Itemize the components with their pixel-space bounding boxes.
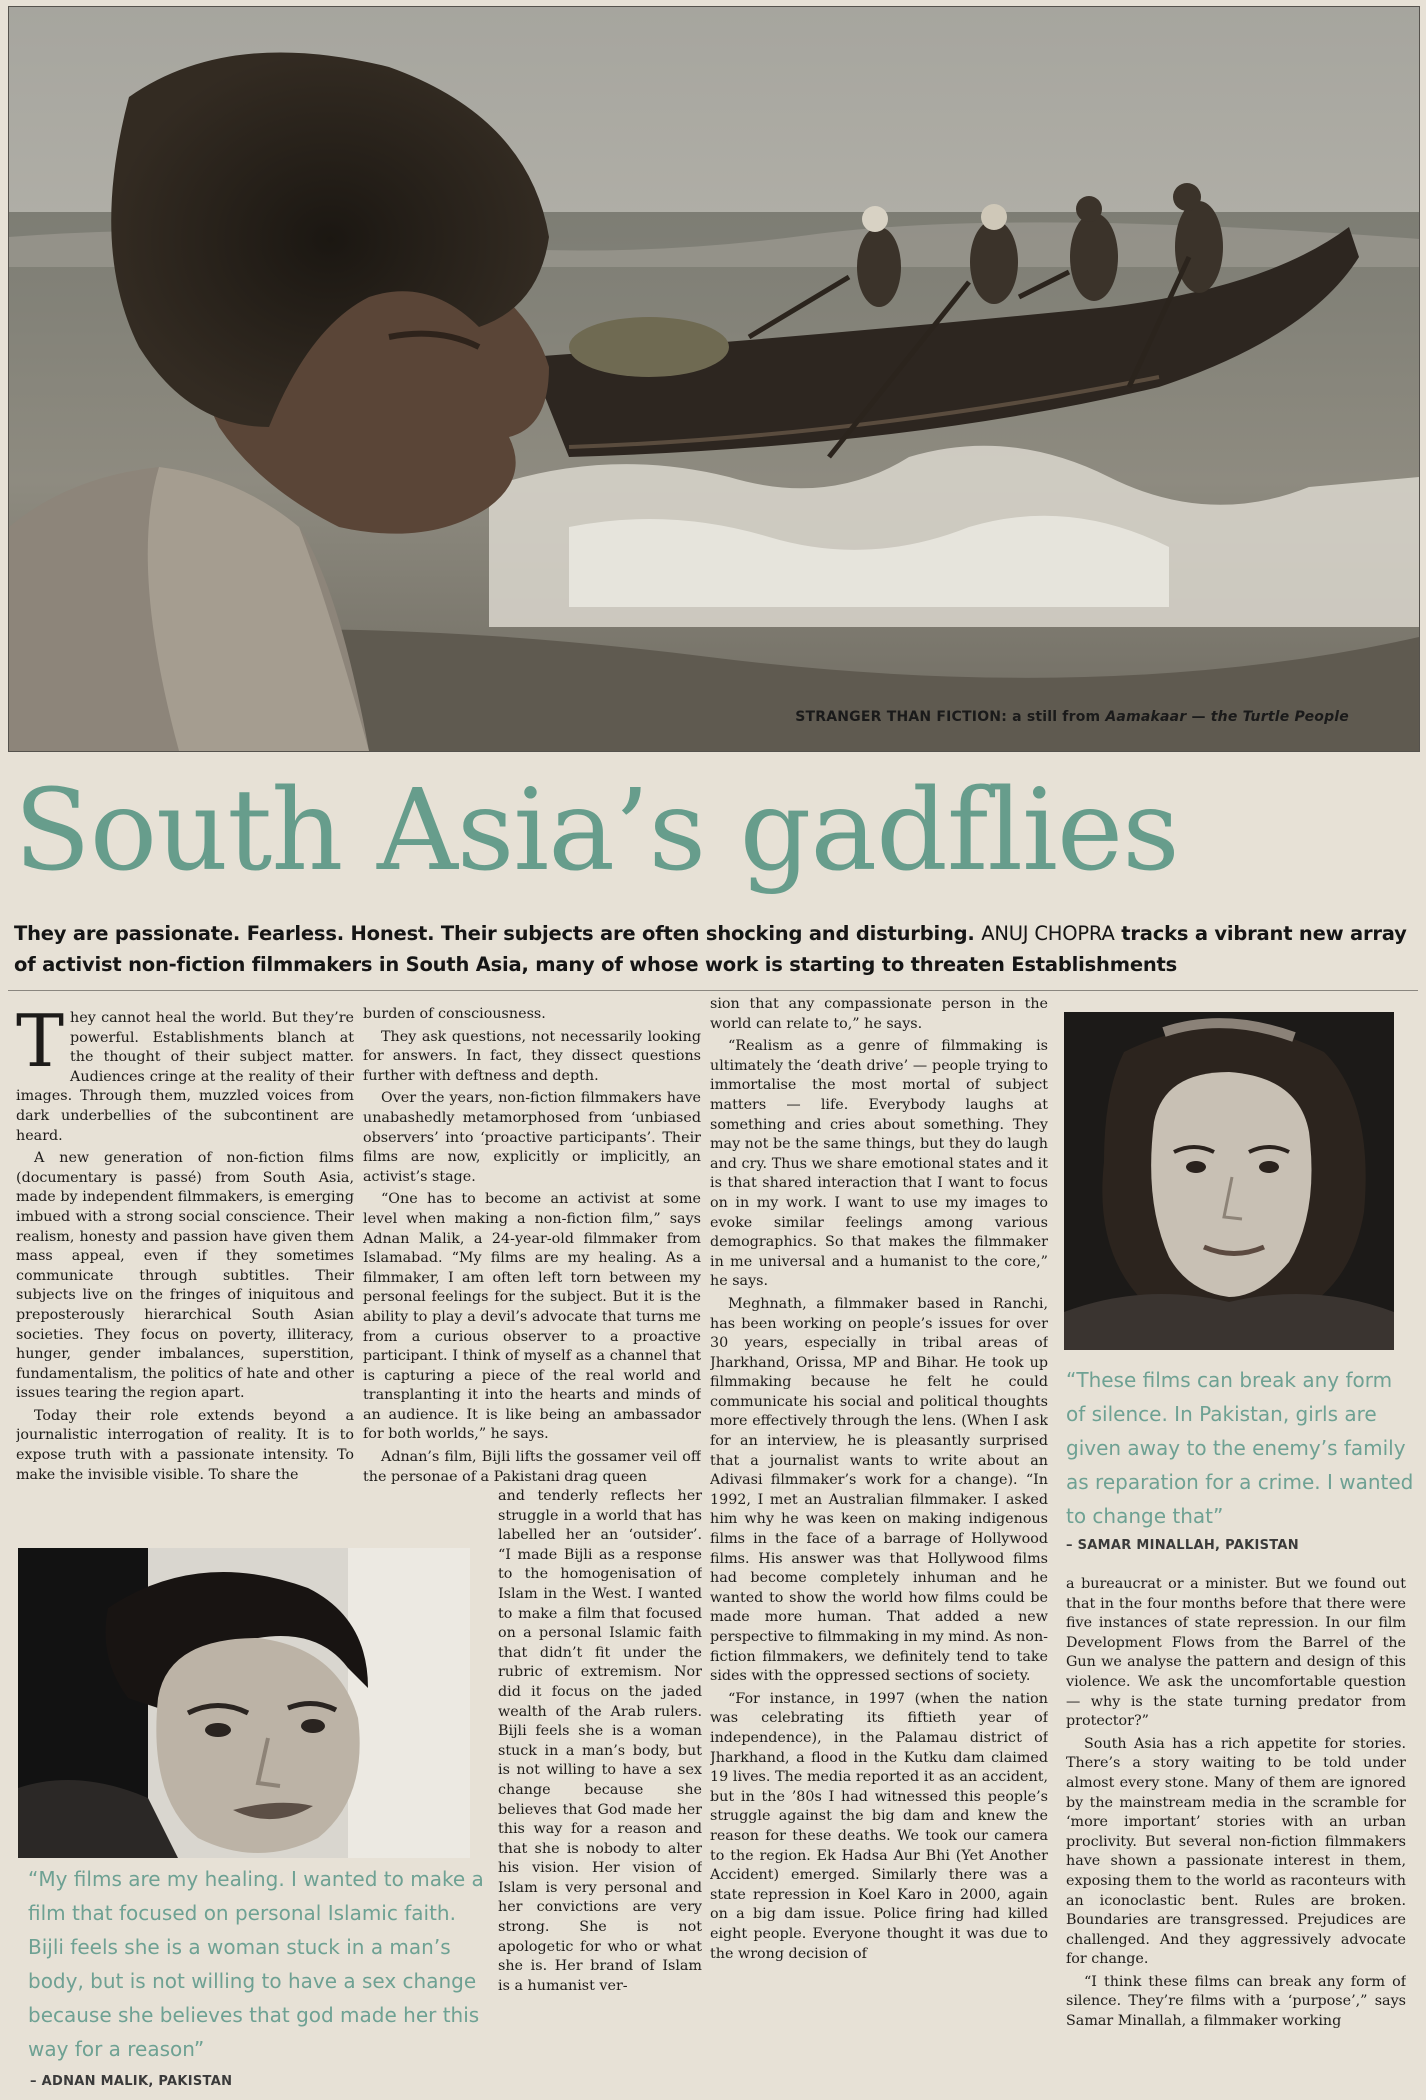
standfirst-text: They are passionate. Fearless. Honest. Their subjects are often shocking and disturbing.	[14, 922, 975, 945]
headline: South Asia’s gadflies	[14, 766, 1179, 896]
portrait-woman-illustration	[1064, 1012, 1394, 1350]
caption-film: Aamakaar	[1105, 709, 1187, 725]
caption-separator: —	[1191, 709, 1206, 725]
article-column-2-continued	[498, 1487, 702, 2099]
portrait-man-illustration	[18, 1548, 470, 1858]
caption-subtitle: the Turtle People	[1210, 709, 1349, 725]
paragraph: “For instance, in 1997 (when the nation was celebrating its fiftieth year of independence), in the Palamau district of Jharkhand, a flood in the Kutku dam claimed 19 lives. The media reported it as an accident, but in the ’80s I had witnessed this people’s struggle against the big dam and knew the reason for these deaths. We took our camera to the region. Ek Hadsa Aur Bhi (Yet Another Accident) emerged. Similarly there was a state repression in Koel Karo in 2000, again on a big dam issue. Police firing had killed eight people. Everyone thought it was due to the wrong decision of	[710, 1690, 1048, 1962]
paragraph: Meghnath, a filmmaker based in Ranchi, has been working on people’s issues for over 30 years, especially in tribal areas of Jharkhand, Orissa, MP and Bihar. He took up filmmaking because he felt he could communicate his social and political thoughts more effectively through the lens. (When I ask for an interview, he is pleasantly surprised that a journalist wants to write about an Adivasi filmmaker’s work for a change). “In 1992, I met an Australian filmmaker. I asked him why he was keen on making indigenous films in the face of a barrage of Hollywood films. His answer was that Hollywood films had become completely inhuman and he wanted to show the world how films could be made more human. That added a new perspective to filmmaking in my mind. As non-fiction filmmakers, we definitely tend to take sides with the oppressed sections of society.	[710, 1295, 1048, 1685]
paragraph: sion that any compassionate person in the world can relate to,” he says.	[710, 996, 1048, 1032]
article-column-2	[363, 1005, 701, 1490]
pullquote-samar: “These films can break any form of silence. In Pakistan, girls are given away to the enemy’s family as reparation for a crime. I wanted to change that”	[1066, 1368, 1414, 1528]
paragraph: Today their role extends beyond a journalistic interrogation of reality. It is to expose truth with a passionate intensity. To make the invisible visible. To share the	[16, 1407, 354, 1483]
paragraph: a bureaucrat or a minister. But we found out that in the four months before that there were five instances of state repression. In our film Development Flows from the Barrel of the Gun we analyse the pattern and design of this violence. We ask the uncomfortable question — why is the state turning predator from protector?”	[1066, 1576, 1406, 1730]
pullquote-adnan: “My films are my healing. I wanted to make a film that focused on personal Islamic faith. Bijli feels she is a woman stuck in a man’s body, but is not willing to have a sex change because she believes that god made her this way for a reason”	[28, 1867, 484, 2061]
beach-boat-scene-illustration	[9, 7, 1419, 751]
paragraph: Over the years, non-fiction filmmakers have unabashedly metamorphosed from ‘unbiased observers’ into ‘proactive participants’. Their films are now, explicitly or implicitly, an activist’s stage.	[363, 1090, 701, 1185]
article-column-3	[710, 995, 1048, 2100]
paragraph: South Asia has a rich appetite for stories. There’s a story waiting to be told under almost every stone. Many of them are ignored by the mainstream media in the scramble for ‘more important’ stories with an urban proclivity. But several non-fiction filmmakers have shown a passionate interest in them, exposing them to the world as raconteurs with an iconoclastic bent. Rules are broken. Boundaries are transgressed. Prejudices are challenged. And they aggressively advocate for change.	[1066, 1735, 1406, 1968]
article-column-1	[16, 1009, 354, 1534]
paragraph: Adnan’s film, Bijli lifts the gossamer veil off the personae of a Pakistani drag queen	[363, 1449, 701, 1485]
drop-cap: T	[16, 1009, 65, 1083]
paragraph: They cannot heal the world. But they’re powerful. Establishments blanch at the thought of their subject matter. Audiences cringe at the reality of their images. Through them, muzzled voices from dark underbellies of the subcontinent are heard.	[16, 1009, 354, 1144]
standfirst	[14, 918, 1424, 980]
article-column-4	[1066, 1575, 1406, 2100]
caption-text: a still from	[1012, 709, 1101, 725]
standfirst-rest: tracks a vibrant new array of activist non-fiction filmmakers in South Asia, many of whose work is starting to threaten Establishments	[14, 922, 1407, 976]
hero-photo	[8, 6, 1420, 752]
paragraph: A new generation of non-fiction films (documentary is passé) from South Asia, made by independent filmmakers, is emerging imbued with a strong social conscience. Their realism, honesty and passion have given them mass appeal, even if they sometimes communicate through subtitles. Their subjects live on the fringes of iniquitous and preposterously hierarchical South Asian societies. They focus on poverty, illiteracy, hunger, gender imbalances, superstition, fundamentalism, the politics of hate and other issues tearing the region apart.	[16, 1150, 354, 1402]
pullquote-attribution-adnan: – ADNAN MALIK, PAKISTAN	[30, 2074, 233, 2089]
paragraph: burden of consciousness.	[363, 1006, 546, 1022]
paragraph: “One has to become an activist at some level when making a non-fiction film,” says Adnan Malik, a 24-year-old filmmaker from Islamabad. “My films are my healing. As a filmmaker, I am often left torn between my personal feelings for the subject. But it is the ability to play a devil’s advocate that turns me from a curious observer to a proactive participant. I think of myself as a channel that is capturing a piece of the real world and transplanting it into the hearts and minds of an audience. It is like being an ambassador for both worlds,” he says.	[363, 1191, 701, 1443]
portrait-samar-minallah	[1064, 1012, 1394, 1350]
photo-caption	[795, 709, 1349, 725]
paragraph: and tenderly reflects her struggle in a world that has labelled her an ‘outsider’. “I made Bijli as a response to the homogenisation of Islam in the West. I wanted to make a film that focused on a personal Islamic faith that didn’t fit under the rubric of extremism. Nor did it focus on the jaded wealth of the Arab rulers. Bijli feels she is a woman stuck in a man’s body, but is not willing to have a sex change because she believes that God made her this way for a reason and that she is nobody to alter his vision. Her vision of Islam is very personal and her convictions are very strong. She is not apologetic for who or what she is. Her brand of Islam is a humanist ver-	[498, 1488, 702, 1994]
caption-lead: STRANGER THAN FICTION:	[795, 709, 1008, 725]
pullquote-attribution-samar: – SAMAR MINALLAH, PAKISTAN	[1066, 1538, 1299, 1553]
byline-author: ANUJ CHOPRA	[981, 922, 1115, 945]
portrait-adnan-malik	[18, 1548, 470, 1858]
paragraph: “I think these films can break any form of silence. They’re films with a ‘purpose’,” says Samar Minallah, a filmmaker working	[1066, 1973, 1406, 2030]
divider	[8, 990, 1418, 991]
paragraph: They ask questions, not necessarily looking for answers. In fact, they dissect questions further with deftness and depth.	[363, 1028, 701, 1084]
paragraph: “Realism as a genre of filmmaking is ultimately the ‘death drive’ — people trying to immortalise the most mortal of subject matters — life. Everybody laughs at something and cries about something. They may not be the same things, but they do laugh and cry. Thus we share emotional states and it is that shared interaction that I want to focus on in my work. I want to use my images to evoke similar feelings among various demographics. So that makes the filmmaker in me universal and a humanist to the core,” he says.	[710, 1038, 1048, 1290]
